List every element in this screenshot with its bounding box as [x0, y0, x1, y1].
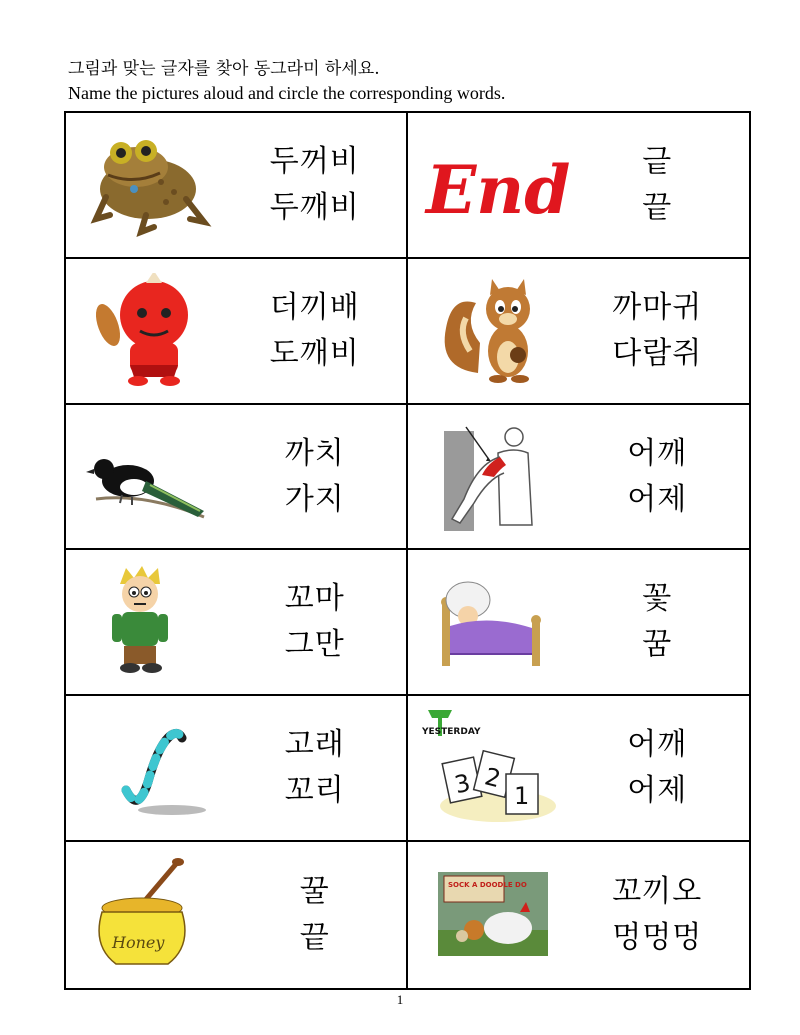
word-option[interactable]: 고래: [284, 727, 345, 763]
word-option[interactable]: 두꺼비: [269, 143, 360, 179]
cell-squirrel: [408, 259, 750, 405]
word-option[interactable]: 도깨비: [269, 335, 360, 371]
word-option[interactable]: 꼬리: [284, 773, 345, 809]
boy-picture: [86, 564, 216, 679]
word-option[interactable]: 까치: [284, 435, 345, 471]
word-choices: [576, 550, 740, 694]
tail-picture: [86, 710, 216, 825]
word-choices: [234, 550, 396, 694]
cell-dream: [408, 550, 750, 696]
word-choices: [234, 259, 396, 403]
word-option[interactable]: 어제: [627, 481, 688, 517]
calendar-number-1: 1: [513, 782, 529, 811]
honey-label: Honey: [112, 933, 165, 953]
word-choices: [576, 259, 740, 403]
instruction-english: Name the pictures aloud and circle the corresponding words.: [68, 83, 506, 103]
honey-pot-picture: [86, 856, 216, 971]
toad-picture: [86, 127, 216, 242]
squirrel-picture: [428, 273, 558, 388]
word-option[interactable]: 두깨비: [269, 189, 360, 225]
word-option[interactable]: 어깨: [627, 727, 688, 763]
page-number: 1: [396, 992, 404, 1007]
yesterday-calendar-picture: [420, 704, 560, 829]
magpie-picture: [86, 419, 216, 534]
yesterday-text: YESTERDAY: [421, 727, 480, 738]
sleeping-in-bed-picture: [428, 564, 558, 679]
cell-toad: [66, 113, 408, 259]
worksheet-grid: [64, 111, 751, 990]
cell-shoulder: [408, 405, 750, 551]
cartoon-title: SOCK A DOODLE DO: [447, 881, 527, 890]
word-option[interactable]: 더끼배: [269, 289, 360, 325]
cell-tail: [66, 696, 408, 842]
word-choices: [576, 696, 740, 840]
word-option[interactable]: 끝: [299, 920, 330, 956]
instruction-korean: 그림과 맞는 글자를 찾아 동그라미 하세요.: [68, 59, 380, 79]
word-choices: [234, 696, 396, 840]
word-option[interactable]: 멍멍멍: [612, 920, 703, 956]
cell-rooster: [408, 842, 750, 988]
cell-boy: [66, 550, 408, 696]
word-choices: [576, 113, 740, 257]
word-option[interactable]: 꽃: [642, 581, 673, 617]
word-option[interactable]: 꼬마: [284, 581, 345, 617]
cell-magpie: [66, 405, 408, 551]
word-option[interactable]: 꼬끼오: [612, 874, 703, 910]
cell-goblin: [66, 259, 408, 405]
word-option[interactable]: 끝: [642, 189, 673, 225]
word-option[interactable]: 긑: [642, 143, 673, 179]
word-option[interactable]: 어깨: [627, 435, 688, 471]
word-option[interactable]: 어제: [627, 773, 688, 809]
word-option[interactable]: 까마귀: [612, 289, 703, 325]
goblin-picture: [86, 273, 216, 388]
word-choices: [234, 405, 396, 549]
calendar-number-2: 2: [481, 762, 503, 794]
word-choices: [234, 842, 396, 988]
word-option[interactable]: 꿈: [642, 627, 673, 663]
cell-yesterday: [408, 696, 750, 842]
calendar-number-3: 3: [451, 769, 473, 800]
word-option[interactable]: 가지: [284, 481, 345, 517]
word-option[interactable]: 그만: [284, 627, 345, 663]
word-choices: [576, 405, 740, 549]
cell-honey: [66, 842, 408, 988]
shoulder-picture: [428, 419, 558, 534]
word-option[interactable]: 다람쥐: [612, 335, 703, 371]
cell-end: [408, 113, 750, 259]
word-choices: [576, 842, 740, 988]
word-option[interactable]: 꿀: [299, 874, 330, 910]
word-choices: [234, 113, 396, 257]
end-picture: [424, 127, 574, 242]
rooster-cartoon-picture: [438, 872, 548, 956]
end-picture-text: End: [425, 151, 570, 229]
